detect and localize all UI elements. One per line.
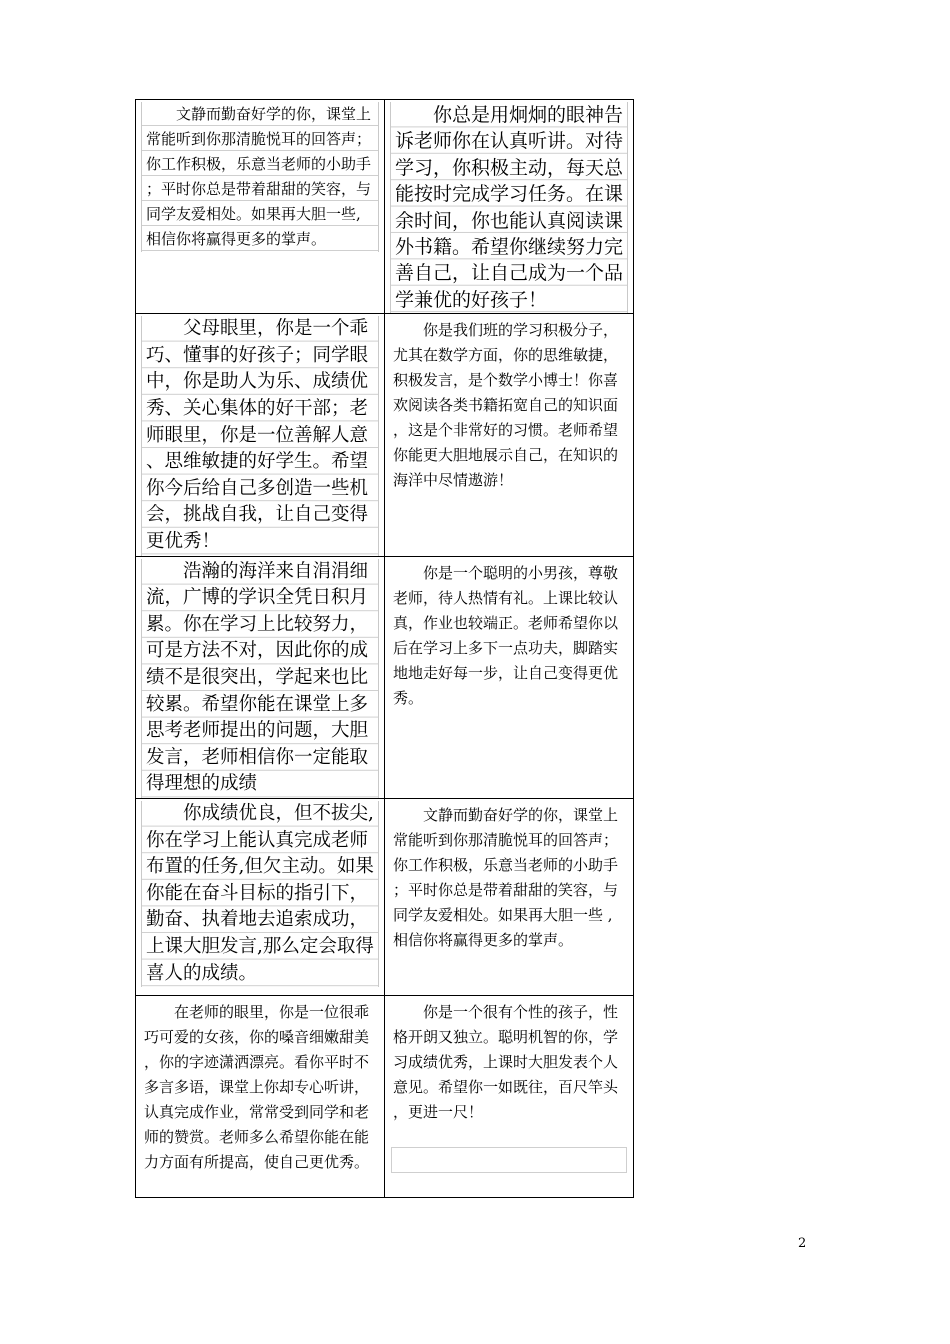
comment-cell [385,556,634,798]
comment-text: 你是我们班的学习积极分子，尤其在数学方面，你的思维敏捷，积极发言，是个数学小博士！你喜欢阅读各类书籍拓宽自己的知识面，这是个非常好的习惯。老师希望你能更大胆地展示自己，在知识的海洋中尽情遨游！ [393,321,619,490]
comment-cell [385,100,634,314]
comment-text: 浩瀚的海洋来自涓涓细流，广博的学识全凭日积月累。你在学习上比较努力，可是方法不对，因此你的成绩不是很突出，学起来也比较累。希望你能在课堂上多思考老师提出的问题，大胆发言，老师相信你一定能取得理想的成绩 [141,559,379,798]
comment-text: 父母眼里，你是一个乖巧、懂事的好孩子；同学眼中，你是助人为乐、成绩优秀、关心集体的好干部；老师眼里，你是一位善解人意、思维敏捷的好学生。希望你今后给自己多创造一些机会，挑战自我，让自己变得更优秀！ [141,316,379,555]
comment-cell [136,100,385,314]
comment-cell [136,995,385,1197]
comment-cell [385,995,634,1197]
comment-cell [385,798,634,995]
comment-text: 在老师的眼里，你是一位很乖巧可爱的女孩，你的嗓音细嫩甜美，你的字迹潇洒漂亮。看你平时不多言多语，课堂上你却专心听讲，认真完成作业，常常受到同学和老师的赞赏。老师多么希望你能在能力方面有所提高，使自己更优秀。 [144,1002,370,1171]
comment-text: 你成绩优良，但不拔尖,你在学习上能认真完成老师布置的任务,但欠主动。如果你能在奋斗目标的指引下，勤奋、执着地去追索成功，上课大胆发言,那么定会取得喜人的成绩。 [141,801,379,987]
comment-text: 你是一个聪明的小男孩，尊敬老师，待人热情有礼。上课比较认真，作业也较端正。老师希望你以后在学习上多下一点功夫，脚踏实地地走好每一步，让自己变得更优秀。 [393,563,619,707]
table-row [136,556,634,798]
comment-cell [136,798,385,995]
comment-text: 文静而勤奋好学的你，课堂上常能听到你那清脆悦耳的回答声；你工作积极，乐意当老师的小助手；平时你总是带着甜甜的笑容，与同学友爱相处。如果再大胆一些 ,相信你将赢得更多的掌声。 [393,805,619,949]
comments-table [135,99,634,1198]
table-row [136,798,634,995]
table-row [136,314,634,556]
table-row [136,100,634,314]
comment-text: 文静而勤奋好学的你，课堂上常能听到你那清脆悦耳的回答声；你工作积极，乐意当老师的小助手；平时你总是带着甜甜的笑容，与同学友爱相处。如果再大胆一些,相信你将赢得更多的掌声。 [141,102,379,252]
table-row [136,995,634,1197]
page-number: 2 [798,1236,807,1251]
comment-cell [385,314,634,556]
comment-cell [136,556,385,798]
comment-text: 你总是用炯炯的眼神告诉老师你在认真听讲。对待学习，你积极主动，每天总能按时完成学习任务。在课余时间，你也能认真阅读课外书籍。希望你继续努力完善自己，让自己成为一个品学兼优的好孩子！ [390,102,628,313]
comment-text: 你是一个很有个性的孩子，性格开朗又独立。聪明机智的你，学习成绩优秀，上课时大胆发表个人意见。希望你一如既往，百尺竿头，更进一尺！ [393,1002,619,1121]
comment-cell [136,314,385,556]
empty-text-box [391,1147,627,1173]
